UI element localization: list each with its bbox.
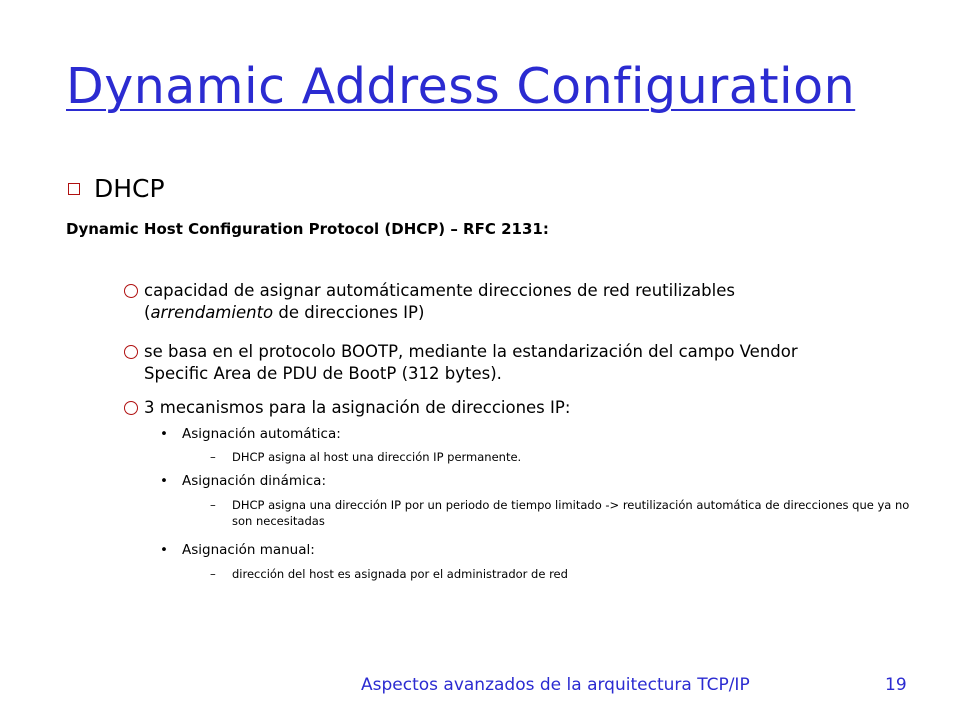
list-item — [124, 341, 864, 385]
mechanism-label: Asignación dinámica: — [182, 473, 326, 489]
mechanism-label: Asignación automática: — [182, 426, 341, 442]
circle-bullet-icon — [124, 345, 138, 359]
dot-bullet-icon: • — [160, 473, 168, 489]
list-item-text: se basa en el protocolo BOOTP, mediante la estandarización del campo Vendor Specific Area de PDU de BootP (312 bytes). — [144, 342, 798, 383]
mechanism-detail-text: DHCP asigna al host una dirección IP permanente. — [232, 450, 522, 464]
dot-bullet-icon: • — [160, 542, 168, 558]
mechanism-detail-text: dirección del host es asignada por el administrador de red — [232, 567, 568, 581]
slide-title: Dynamic Address Configuration — [66, 58, 856, 115]
dash-bullet-icon: – — [210, 498, 216, 512]
square-bullet-icon — [68, 183, 80, 195]
bullet-dhcp — [68, 173, 165, 205]
slide-footer: Aspectos avanzados de la arquitectura TCP/IP — [361, 675, 750, 695]
dash-bullet-icon: – — [210, 450, 216, 464]
list-item — [124, 280, 864, 324]
mechanism-label: Asignación manual: — [182, 542, 315, 558]
dash-bullet-icon: – — [210, 567, 216, 581]
bullet-dhcp-label: DHCP — [94, 174, 165, 203]
mechanism-detail-text: DHCP asigna una dirección IP por un periodo de tiempo limitado -> reutilización automática de direcciones que ya no son necesitadas — [232, 498, 910, 528]
mechanism-detail — [210, 566, 932, 582]
list-item-text: 3 mecanismos para la asignación de direcciones IP: — [144, 398, 571, 417]
dot-bullet-icon: • — [160, 426, 168, 442]
protocol-subheading: Dynamic Host Configuration Protocol (DHCP) – RFC 2131: — [66, 220, 549, 238]
list-item — [124, 397, 864, 419]
mechanism-detail — [210, 497, 932, 529]
page-number: 19 — [885, 675, 907, 695]
list-item-text: capacidad de asignar automáticamente direcciones de red reutilizables (arrendamiento de direcciones IP) — [144, 281, 735, 322]
circle-bullet-icon — [124, 284, 138, 298]
mechanism-item — [160, 425, 341, 443]
circle-bullet-icon — [124, 401, 138, 415]
mechanism-item — [160, 541, 315, 559]
mechanism-detail — [210, 449, 932, 465]
mechanism-item — [160, 472, 326, 490]
